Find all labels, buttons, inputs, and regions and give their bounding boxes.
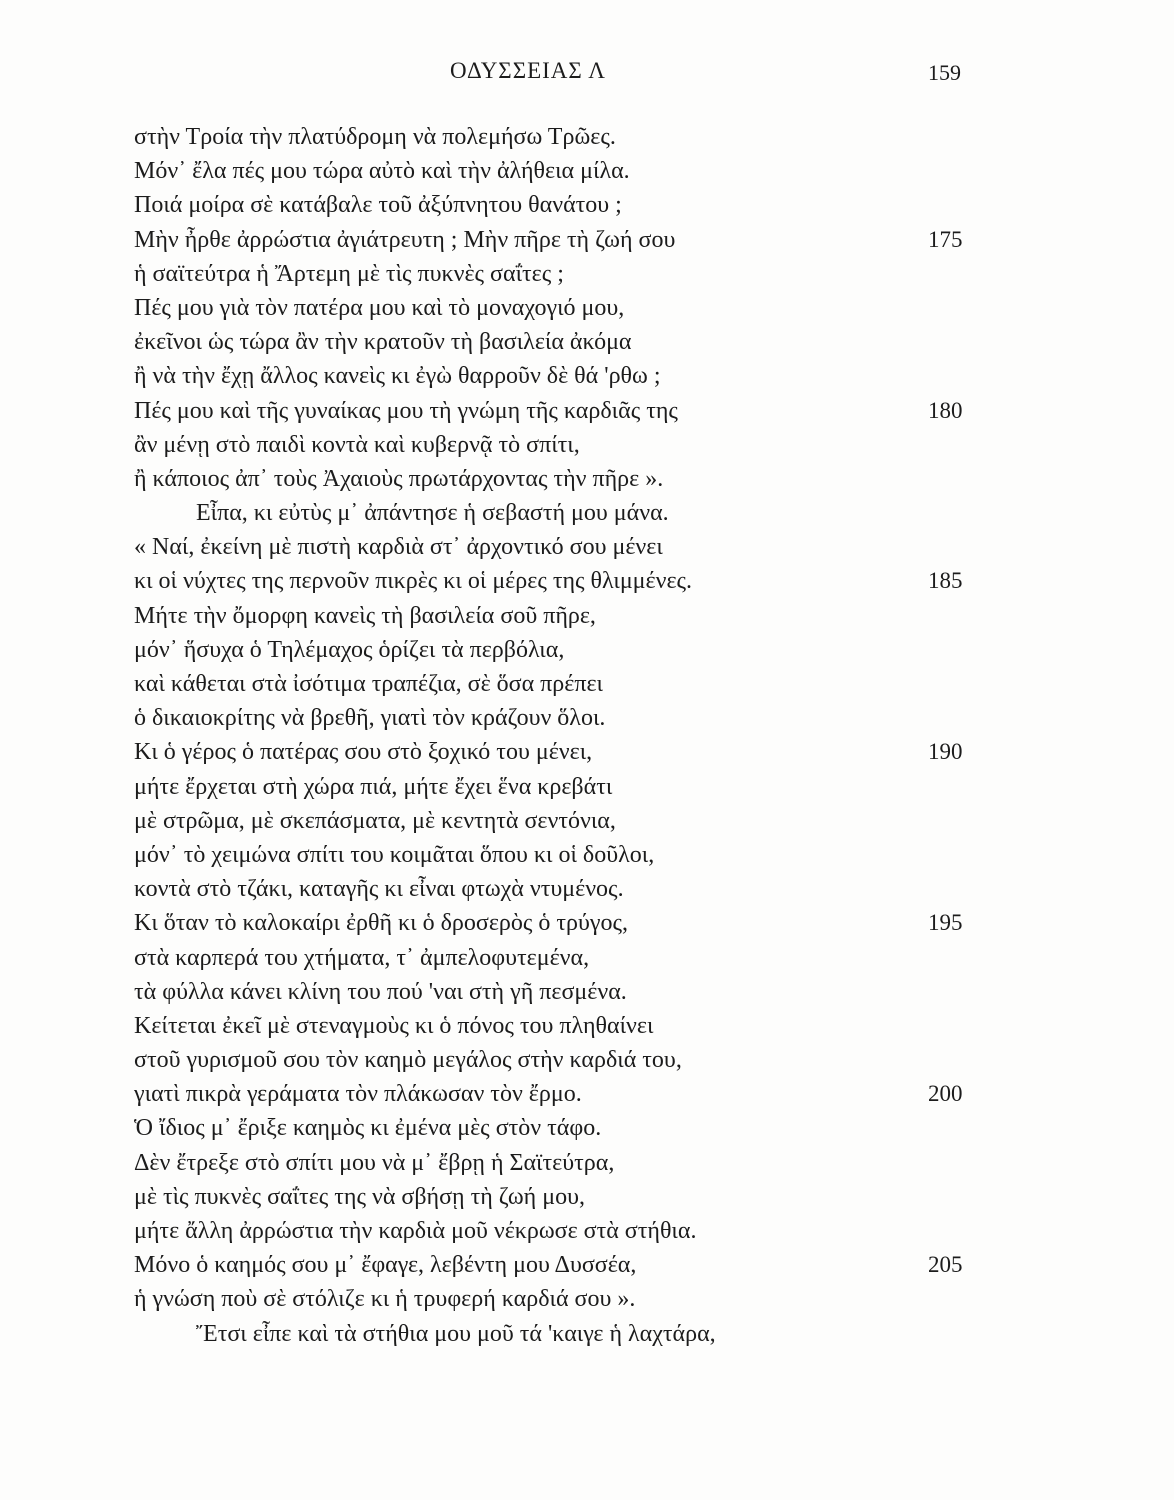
verse-text: στοῦ γυρισμοῦ σου τὸν καημὸ μεγάλος στὴν καρδιά του, (134, 1047, 682, 1074)
verse-text: κι οἱ νύχτες της περνοῦν πικρὲς κι οἱ μέρες της θλιμμένες. (134, 568, 693, 595)
verse-text: ἐκεῖνοι ὡς τώρα ἂν τὴν κρατοῦν τὴ βασιλεία ἀκόμα (134, 329, 632, 356)
verse-line (134, 770, 994, 804)
verse-line (134, 291, 994, 325)
line-number: 190 (928, 739, 963, 765)
verse-line (134, 394, 994, 428)
verse-line (134, 530, 994, 564)
verse-line (134, 359, 994, 393)
verse-line (134, 462, 994, 496)
verse-line (134, 564, 994, 598)
verse-line (134, 257, 994, 291)
verse-line (134, 223, 994, 257)
verse-text: τὰ φύλλα κάνει κλίνη του πού 'ναι στὴ γῆ πεσμένα. (134, 978, 627, 1005)
verse-text: Μὴν ἦρθε ἀρρώστια ἀγιάτρευτη ; Μὴν πῆρε τὴ ζωή σου (134, 226, 676, 253)
verse-line (134, 496, 994, 530)
verse-line (134, 735, 994, 769)
verse-text: μὲ στρῶμα, μὲ σκεπάσματα, μὲ κεντητὰ σεντόνια, (134, 807, 616, 834)
verse-text: Μήτε τὴν ὄμορφη κανεὶς τὴ βασιλεία σοῦ πῆρε, (134, 602, 596, 629)
verse-line (134, 701, 994, 735)
verse-text: « Ναί, ἐκείνη μὲ πιστὴ καρδιὰ στ᾽ ἀρχοντικό σου μένει (134, 534, 663, 561)
verse-line (134, 804, 994, 838)
verse-text: Ἔτσι εἶπε καὶ τὰ στήθια μου μοῦ τά 'καιγε ἡ λαχτάρα, (196, 1320, 716, 1347)
verse-line (134, 1111, 994, 1145)
verse-line (134, 120, 994, 154)
verse-text: Πές μου γιὰ τὸν πατέρα μου καὶ τὸ μοναχογιό μου, (134, 294, 625, 321)
verse-text: στὴν Τροία τὴν πλατύδρομη νὰ πολεμήσω Τρῶες. (134, 124, 616, 150)
verse-line (134, 428, 994, 462)
verse-line (134, 325, 994, 359)
verse-text: Μόνο ὁ καημός σου μ᾽ ἔφαγε, λεβέντη μου Δυσσέα, (134, 1252, 637, 1279)
verse-text: ἢ νὰ τὴν ἔχῃ ἄλλος κανεὶς κι ἐγὼ θαρροῦν δὲ θά 'ρθω ; (134, 363, 661, 390)
line-number: 180 (928, 397, 963, 423)
verse-text: γιατὶ πικρὰ γεράματα τὸν πλάκωσαν τὸν ἔρμο. (134, 1081, 582, 1108)
verse-line (134, 1248, 994, 1282)
verse-text: ἂν μένῃ στὸ παιδὶ κοντὰ καὶ κυβερνᾷ τὸ σπίτι, (134, 431, 580, 458)
running-header (0, 58, 1174, 92)
verse-text: Κι ὅταν τὸ καλοκαίρι ἐρθῆ κι ὁ δροσερὸς ὁ τρύγος, (134, 910, 628, 937)
running-title: ΟΔΥΣΣΕΙΑΣ Λ (450, 58, 606, 83)
verse-text: Κείτεται ἐκεῖ μὲ στεναγμοὺς κι ὁ πόνος του πληθαίνει (134, 1012, 654, 1039)
verse-line (134, 1282, 994, 1316)
verse-line (134, 1077, 994, 1111)
verse-text: μήτε ἄλλη ἀρρώστια τὴν καρδιὰ μοῦ νέκρωσε στὰ στήθια. (134, 1218, 697, 1244)
verse-text: μόν᾽ ἥσυχα ὁ Τηλέμαχος ὁρίζει τὰ περβόλια, (134, 636, 565, 663)
line-number: 175 (928, 226, 963, 252)
verse-line (134, 941, 994, 975)
verse-text: Κι ὁ γέρος ὁ πατέρας σου στὸ ξοχικό του μένει, (134, 739, 593, 766)
verse-line (134, 667, 994, 701)
verse-line (134, 599, 994, 633)
verse-text: Ὁ ἴδιος μ᾽ ἔριξε καημὸς κι ἐμένα μὲς στὸν τάφο. (134, 1115, 602, 1142)
verse-line (134, 1214, 994, 1248)
verse-text: ὁ δικαιοκρίτης νὰ βρεθῆ, γιατὶ τὸν κράζουν ὅλοι. (134, 705, 606, 732)
verse-text: Μόν᾽ ἔλα πές μου τώρα αὐτὸ καὶ τὴν ἀλήθεια μίλα. (134, 158, 630, 185)
page-number: 159 (928, 60, 961, 85)
verse-text: μήτε ἔρχεται στὴ χώρα πιά, μήτε ἔχει ἕνα κρεβάτι (134, 773, 613, 800)
verse-line (134, 872, 994, 906)
verse-line (134, 188, 994, 222)
verse-text: ἢ κάποιος ἀπ᾽ τοὺς Ἀχαιοὺς πρωτάρχοντας τὴν πῆρε ». (134, 465, 664, 492)
verse-text: Δὲν ἔτρεξε στὸ σπίτι μου νὰ μ᾽ ἔβρῃ ἡ Σαϊτεύτρα, (134, 1149, 615, 1176)
line-number: 185 (928, 568, 963, 594)
verse-line (134, 1009, 994, 1043)
line-number: 195 (928, 910, 963, 936)
verse-text: ἡ σαϊτεύτρα ἡ Ἄρτεμη μὲ τὶς πυκνὲς σαΐτες ; (134, 260, 564, 287)
line-number: 205 (928, 1252, 963, 1278)
verse-text: Ποιά μοίρα σὲ κατάβαλε τοῦ ἀξύπνητου θανάτου ; (134, 192, 622, 219)
line-number: 200 (928, 1081, 963, 1107)
verse-line (134, 1146, 994, 1180)
verse-text: κοντὰ στὸ τζάκι, καταγῆς κι εἶναι φτωχὰ ντυμένος. (134, 876, 624, 903)
verse-text: μόν᾽ τὸ χειμώνα σπίτι του κοιμᾶται ὅπου κι οἱ δοῦλοι, (134, 841, 655, 868)
verse-line (134, 633, 994, 667)
verse-line (134, 1317, 994, 1351)
verse-line (134, 154, 994, 188)
verse-line (134, 838, 994, 872)
verse-line (134, 975, 994, 1009)
verse-text: Εἶπα, κι εὐτὺς μ᾽ ἀπάντησε ἡ σεβαστή μου μάνα. (196, 500, 669, 527)
verse-text: Πές μου καὶ τῆς γυναίκας μου τὴ γνώμη τῆς καρδιᾶς της (134, 397, 678, 424)
verse-text: μὲ τὶς πυκνὲς σαΐτες της νὰ σβήσῃ τὴ ζωή μου, (134, 1183, 585, 1210)
verse-text: ἡ γνώση ποὺ σὲ στόλιζε κι ἡ τρυφερή καρδιά σου ». (134, 1286, 636, 1313)
verse-text: στὰ καρπερά του χτήματα, τ᾽ ἀμπελοφυτεμένα, (134, 944, 590, 971)
verse-line (134, 906, 994, 940)
verse-text: καὶ κάθεται στὰ ἰσότιμα τραπέζια, σὲ ὅσα πρέπει (134, 671, 604, 697)
verse-line (134, 1043, 994, 1077)
verse-line (134, 1180, 994, 1214)
verse-block (134, 120, 994, 1351)
